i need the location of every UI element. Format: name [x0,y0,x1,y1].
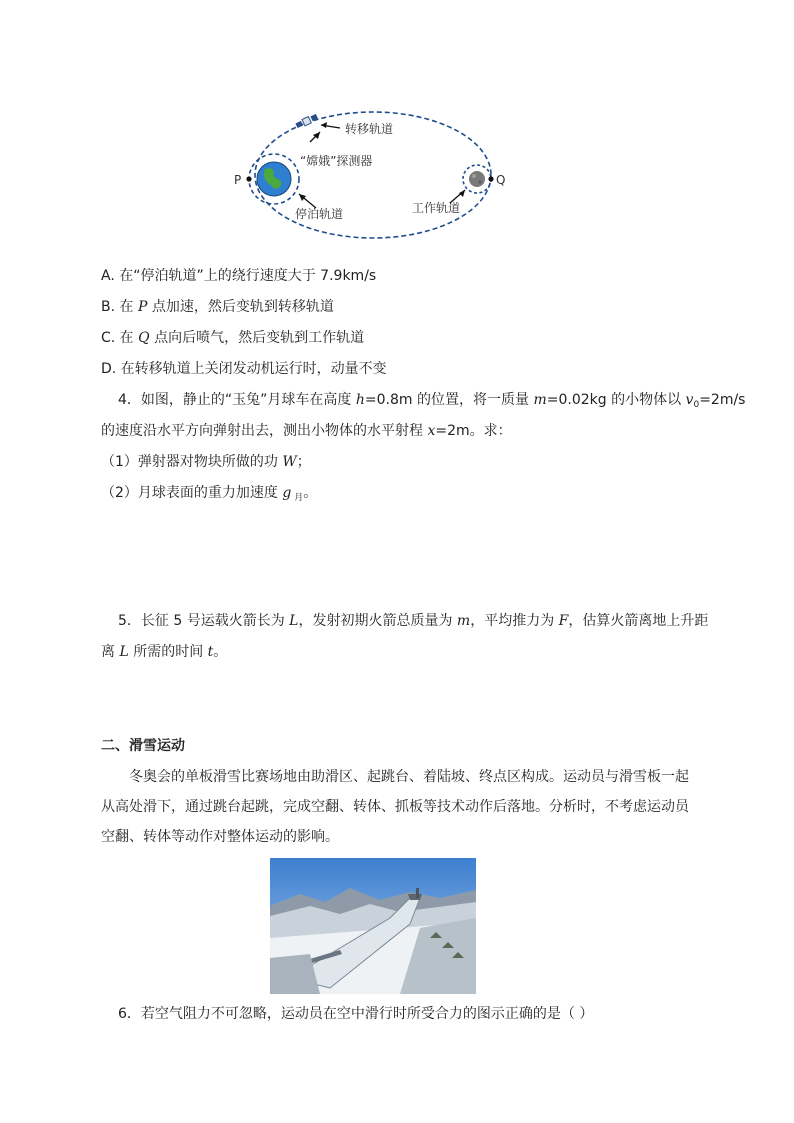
option-b-pre: B. 在 [101,299,138,315]
section2-heading: 二、滑雪运动 [101,738,185,754]
label-parking-orbit: 停泊轨道 [295,207,344,221]
q5-t2: ，发射初期火箭总质量为 [298,613,457,629]
moon-icon [469,171,485,187]
label-work-orbit: 工作轨道 [412,201,461,215]
q4-t6: =2m。求： [435,423,512,439]
q4-s1-post: ； [296,454,311,470]
q5-m: m [456,613,471,629]
option-a [101,266,376,286]
label-probe: “嫦娥”探测器 [300,154,373,168]
option-d [101,359,387,379]
q4-s2-var: g [282,485,292,501]
q4-sub2 [101,483,317,508]
q4-line2 [101,421,512,441]
option-a-text: A. 在“停泊轨道”上的绕行速度大于 7.9km/s [101,268,377,284]
q4-s1-pre: （1）弹射器对物块所做的功 [101,454,283,470]
q4-x: x [427,423,436,439]
q5-t5: 离 [101,644,120,660]
ski-jump-photo [270,858,476,994]
option-c-var: Q [138,330,150,346]
q5-t: t [207,644,214,660]
arrow-head-parking [299,194,306,201]
arrow-head-transfer [321,122,327,128]
label-p: P [234,173,242,187]
section2-intro: 冬奥会的单板滑雪比赛场地由助滑区、起跳台、着陆坡、终点区构成。运动员与滑雪板一起从高处滑下，通过跳台起跳，完成空翻、转体、抓板等技术动作后落地。分析时，不考虑运动员空翻、转体等动作对整体运动的影响。 [101,769,689,845]
q4-t4: =2m/s [699,392,746,408]
option-c-post: 点向后喷气，然后变轨到工作轨道 [149,330,365,346]
label-q: Q [496,173,506,187]
earth-icon [257,162,291,196]
q4-t2: =0.8m 的位置，将一质量 [364,392,534,408]
q5-F: F [558,613,569,629]
q4-s2-pre: （2）月球表面的重力加速度 [101,485,283,501]
option-c [101,328,364,348]
q6-text: 6．若空气阻力不可忽略，运动员在空中滑行时所受合力的图示正确的是（ ） [118,1006,594,1022]
q4-s2-sub: 月 [291,493,304,503]
option-b-post: 点加速，然后变轨到转移轨道 [147,299,334,315]
q4-s2-post: 。 [303,485,318,501]
q5-L2: L [119,644,129,660]
option-d-text: D. 在转移轨道上关闭发动机运行时，动量不变 [101,361,387,377]
q5-line2 [101,642,227,662]
arrow-head-work [459,190,465,197]
q5-line1 [118,611,708,631]
q4-line1 [118,390,745,415]
point-p [246,176,251,181]
q4-t5: 的速度沿水平方向弹射出去，测出小物体的水平射程 [101,423,428,439]
q5-t1: 5．长征 5 号运载火箭长为 [118,613,290,629]
option-c-pre: C. 在 [101,330,139,346]
q4-h: h [355,392,365,408]
q5-t6: 所需的时间 [128,644,208,660]
q4-v: v [685,392,694,408]
q4-m: m [533,392,547,408]
q5-L1: L [289,613,299,629]
option-b [101,297,334,317]
q4-sub1 [101,452,311,472]
q5-t3: ，平均推力为 [470,613,559,629]
point-q [488,176,493,181]
q4-t1: 4．如图，静止的“玉兔”月球车在高度 [118,392,356,408]
q4-s1-var: W [282,454,297,470]
q4-t3: =0.02kg 的小物体以 [546,392,686,408]
q5-t7: 。 [213,644,228,660]
option-b-var: P [137,299,148,315]
q5-t4: ，估算火箭离地上升距 [568,613,709,629]
orbit-diagram [228,108,518,248]
label-transfer-orbit: 转移轨道 [345,122,394,136]
q4-vsub: 0 [693,400,700,410]
